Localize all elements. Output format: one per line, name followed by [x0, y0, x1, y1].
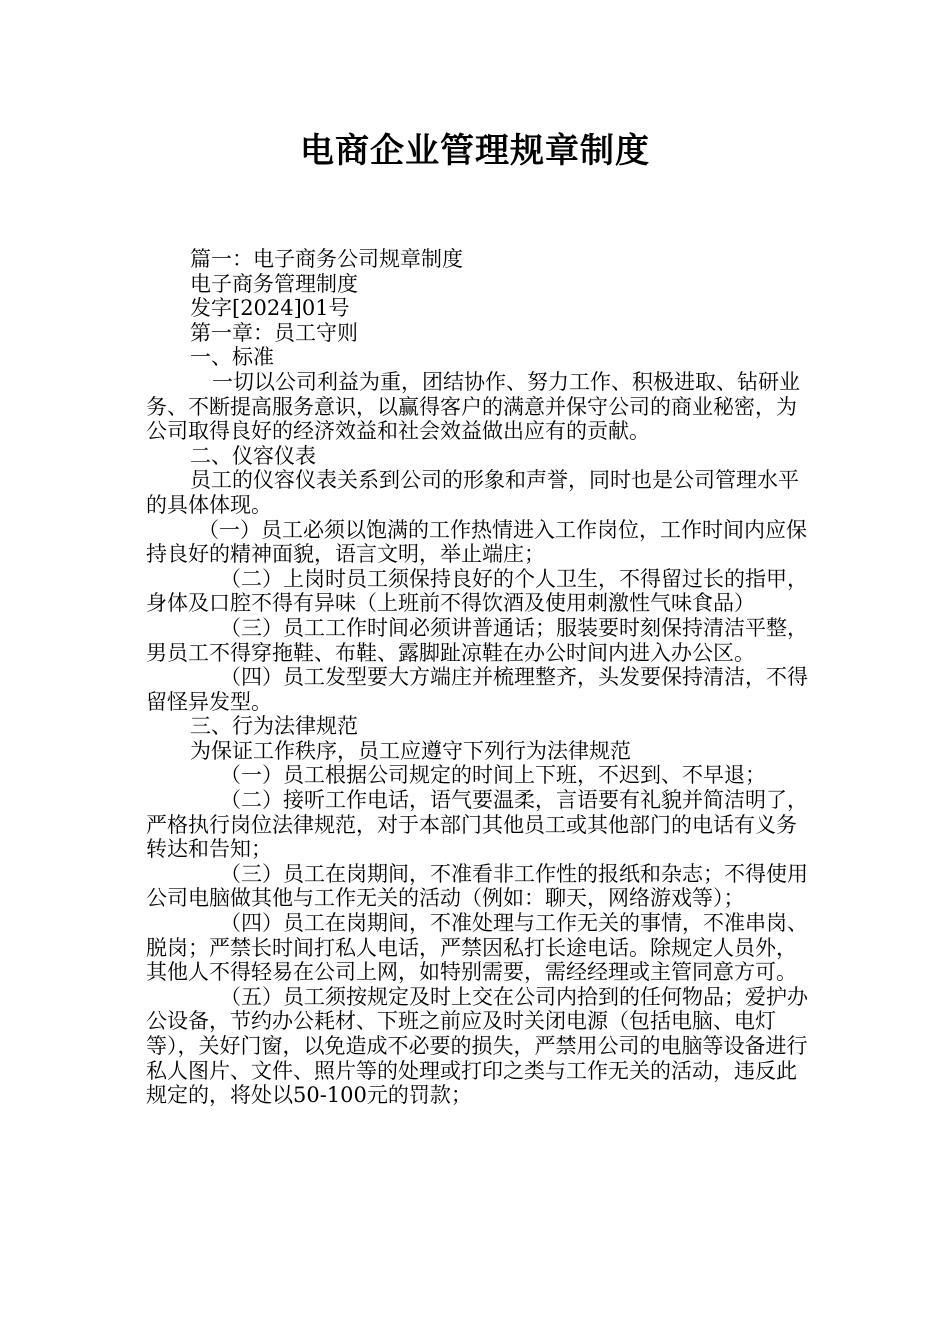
doc-name: 电子商务管理制度 [190, 271, 358, 296]
list-item: （二）上岗时员工须保持良好的个人卫生，不得留过长的指甲，身体及口腔不得有异味（上班前不得饮酒及使用刺激性气味食品） [146, 566, 808, 616]
list-item: （四）员工发型要大方端庄并梳理整齐，头发要保持清洁，不得留怪异发型。 [146, 665, 808, 714]
list-item: （三）员工在岗期间，不准看非工作性的报纸和杂志；不得使用公司电脑做其他与工作无关的活动（例如：聊天，网络游戏等）； [146, 861, 808, 911]
list-item: （二）接听工作电话，语气要温柔，言语要有礼貌并简洁明了，严格执行岗位法律规范，对于本部门其他员工或其他部门的电话有义务转达和告知； [146, 788, 808, 862]
body-paragraph: 为保证工作秩序，员工应遵守下列行为法律规范 [190, 738, 631, 763]
document-title: 电商企业管理规章制度 [300, 131, 650, 171]
section-subheading: 一、标准 [190, 345, 274, 370]
list-item: （一）员工必须以饱满的工作热情进入工作岗位，工作时间内应保持良好的精神面貌，语言文明，举止端庄； [146, 517, 807, 567]
list-item: （三）员工工作时间必须讲普通话；服装要时刻保持清洁平整，男员工不得穿拖鞋、布鞋、露脚趾凉鞋在办公时间内进入办公区。 [146, 615, 808, 665]
doc-number: 发字[2024]01号 [190, 296, 350, 321]
section-heading: 篇一：电子商务公司规章制度 [190, 247, 463, 271]
body-paragraph: 一切以公司利益为重，团结协作、努力工作、积极进取、钻研业务、不断提高服务意识，以赢得客户的满意并保守公司的商业秘密，为公司取得良好的经济效益和社会效益做出应有的贡献。 [146, 369, 800, 444]
list-item: （一）员工根据公司规定的时间上下班，不迟到、不早退； [220, 763, 766, 788]
document-body [146, 247, 810, 1108]
list-item: （五）员工须按规定及时上交在公司内拾到的任何物品；爱护办公设备，节约办公耗材、下班之前应及时关闭电源（包括电脑、电灯等），关好门窗，以免造成不必要的损失，严禁用公司的电脑等设备进行私人图片、文件、照片等的处理或打印之类与工作无关的活动，违反此规定的，将处以50-100元的罚款； [146, 984, 808, 1108]
chapter-heading: 第一章：员工守则 [190, 320, 358, 345]
list-item: （四）员工在岗期间，不准处理与工作无关的事情，不准串岗、脱岗；严禁长时间打私人电话，严禁因私打长途电话。除规定人员外，其他人不得轻易在公司上网，如特别需要，需经经理或主管同意方可。 [146, 911, 808, 985]
body-paragraph: 员工的仪容仪表关系到公司的形象和声誉，同时也是公司管理水平的具体体现。 [146, 468, 799, 517]
section-subheading: 二、仪容仪表 [190, 443, 316, 468]
section-subheading: 三、行为法律规范 [190, 714, 358, 739]
